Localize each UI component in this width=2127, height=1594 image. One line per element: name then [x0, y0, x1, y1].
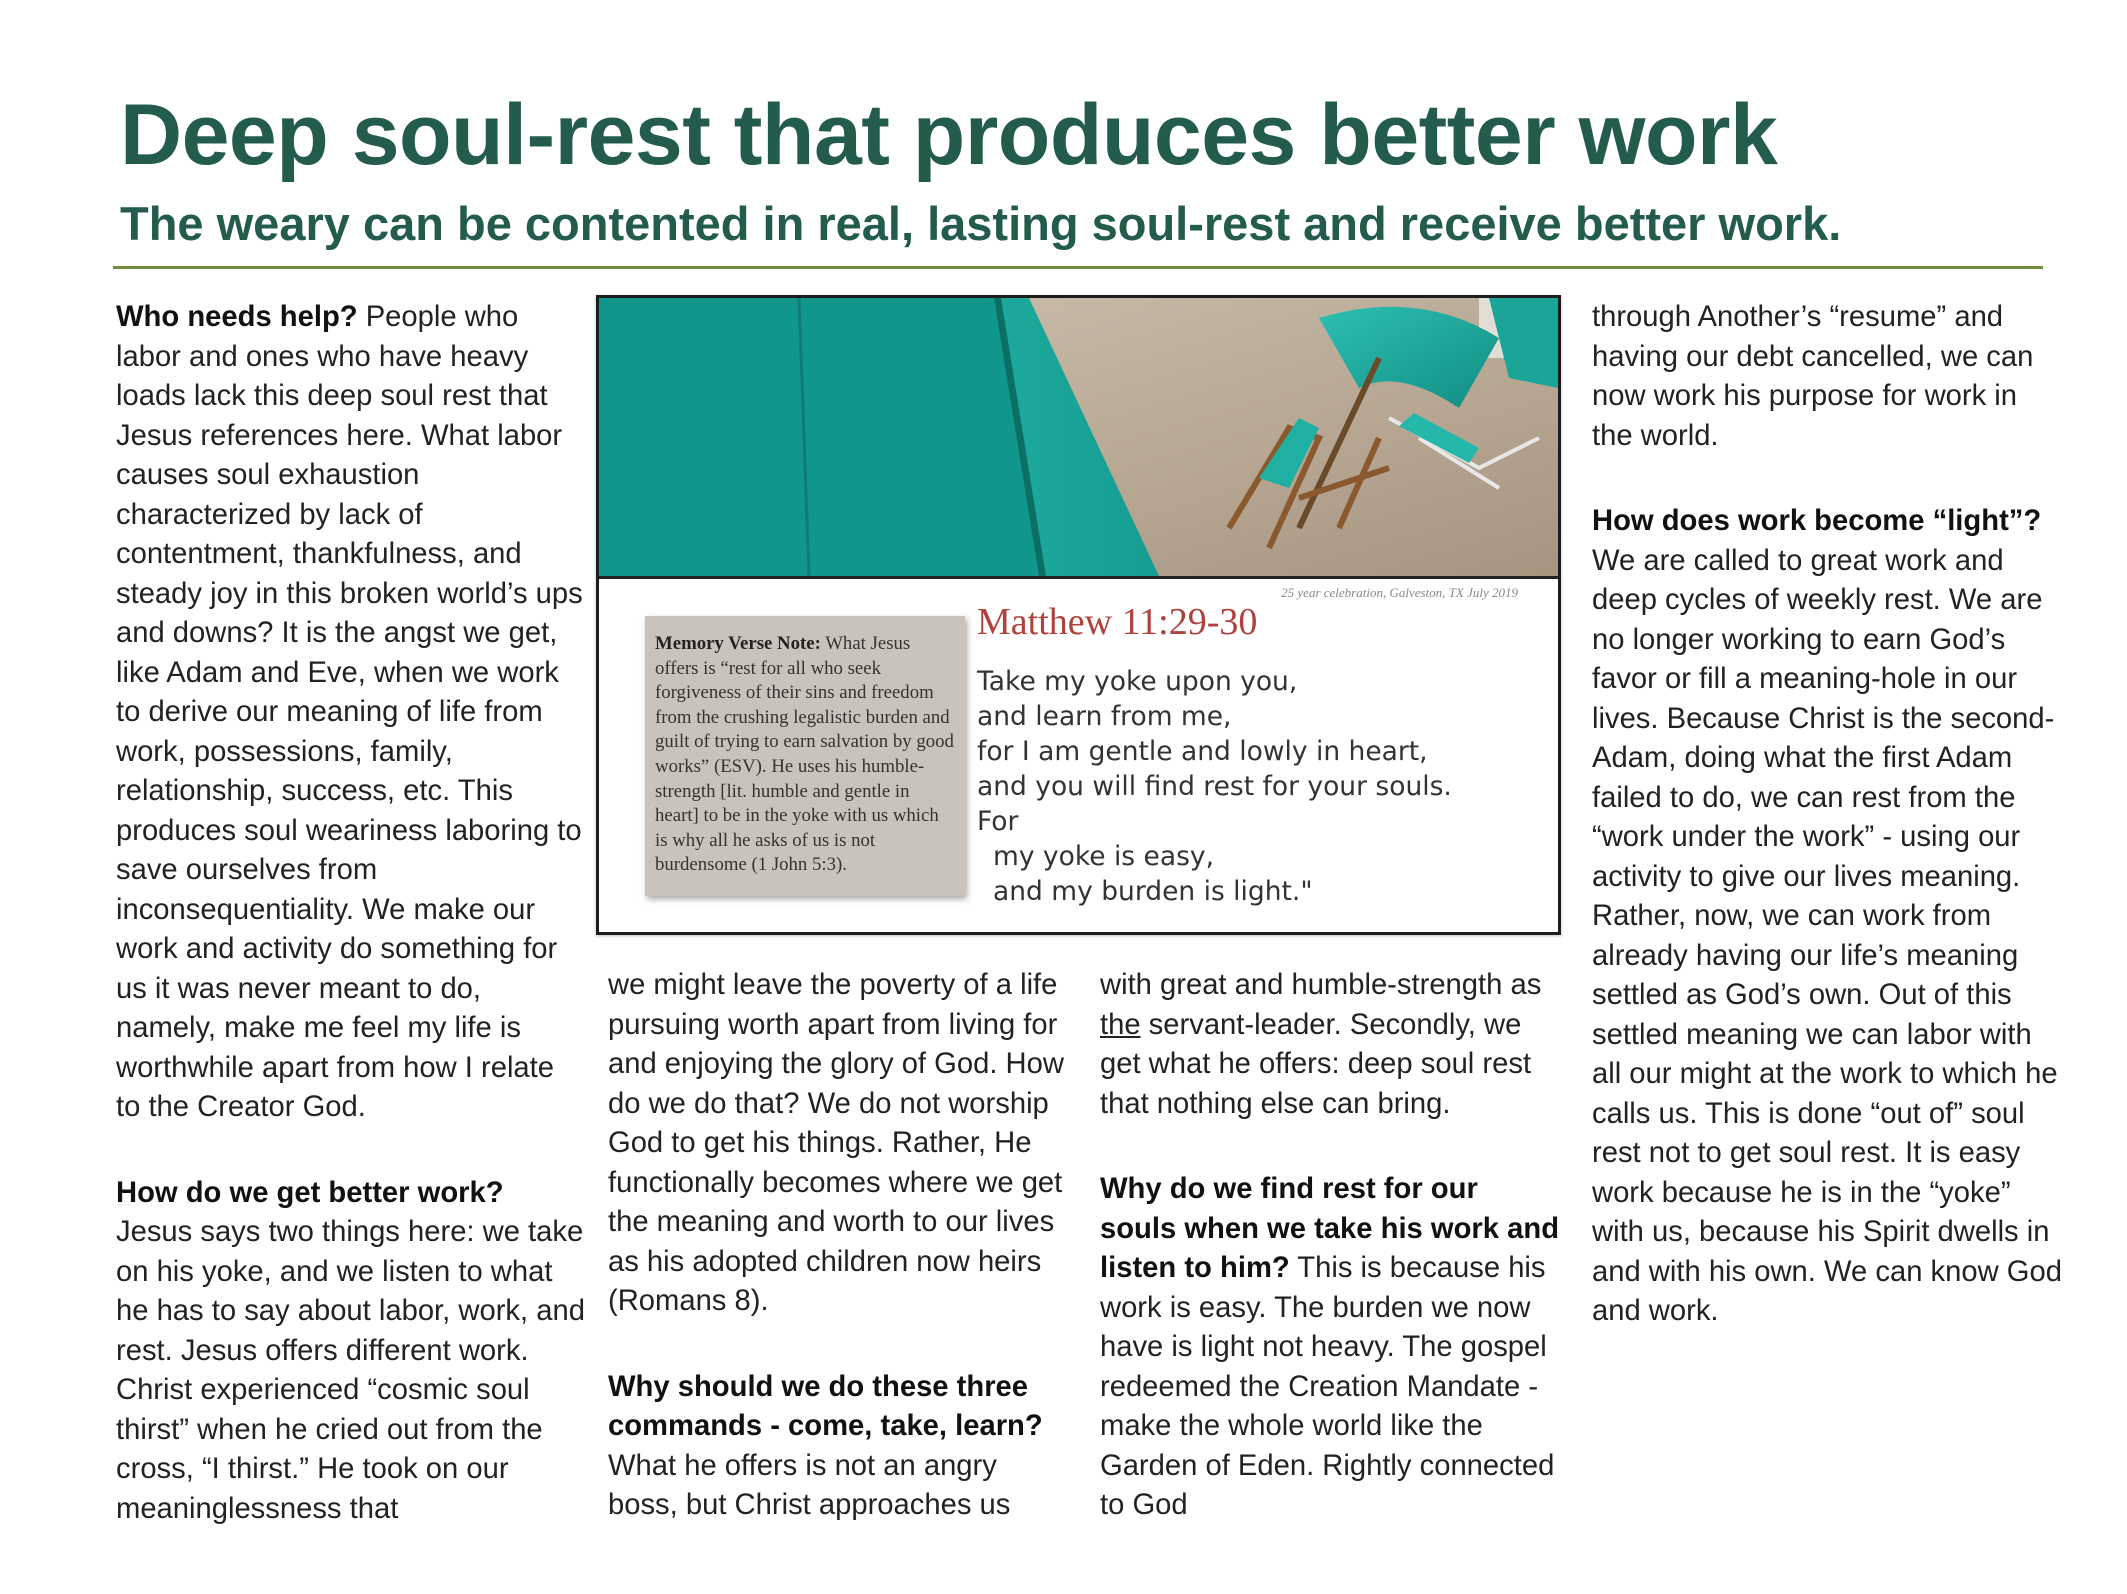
verse-line: Take my yoke upon you,: [977, 666, 1298, 697]
header-divider: [113, 266, 2043, 269]
section-better-work: [116, 1174, 586, 1530]
note-label: Memory Verse Note:: [655, 633, 821, 654]
memory-verse-note: [645, 616, 965, 896]
verse-line: my yoke is easy,: [993, 841, 1214, 872]
beach-umbrella-photo: [599, 298, 1558, 579]
section-body: [1100, 966, 1560, 1124]
section-heading: Why do we find rest for our souls when we take his work and listen to him?: [1100, 1173, 1560, 1284]
verse-text: [977, 664, 1537, 909]
page-title: Deep soul-rest that produces better work: [120, 87, 1778, 183]
body-text: with great and humble-strength as: [1100, 969, 1542, 1001]
photo-caption: 25 year celebration, Galveston, TX July 2019: [1281, 585, 1518, 600]
column-3: [1100, 966, 1560, 1526]
verse-card: [596, 295, 1561, 935]
note-body: What Jesus offers is “rest for all who seek forgiveness of their sins and freedom from the crushing legalistic burden and guilt of trying to earn salvation by good works” (ESV). He uses his humble-strength [lit. humble and gentle in heart] to be in the yoke with us which is why all he asks of us is not burdensome (1 John 5:3).: [655, 633, 954, 876]
section-body: we might leave the poverty of a life pursuing worth apart from living for and enjoying the glory of God. How do we do that? We do not worship God to get his things. Rather, He functionally becomes where we get the meaning and worth to our lives as his adopted children now heirs (Romans 8).: [608, 969, 1064, 1317]
column-2: [608, 966, 1068, 1526]
section-rest-for-souls: [1100, 1170, 1560, 1526]
verse-line: For: [977, 806, 1019, 837]
section-body: People who labor and ones who have heavy loads lack this deep soul rest that Jesus references here. What labor causes soul exhaustion characterized by lack of contentment, thankfulness, and steady joy in this broken world’s ups and downs? It is the angst we get, like Adam and Eve, when we work to derive our meaning of life from work, possessions, family, relationship, success, etc. This produces soul weariness laboring to save ourselves from inconsequentiality. We make our work and activity do something for us it was never meant to do, namely, make me feel my life is worthwhile apart from how I relate to the Creator God.: [116, 301, 583, 1123]
section-work-light: [1592, 502, 2062, 1332]
section-who-needs-help: [116, 298, 586, 1128]
section-body: What he offers is not an angry boss, but Christ approaches us: [608, 1449, 1011, 1521]
page-subtitle: The weary can be contented in real, lasting soul-rest and receive better work.: [120, 197, 1842, 250]
verse-line: and you will find rest for your souls.: [977, 771, 1452, 802]
body-text: servant-leader. Secondly, we get what he offers: deep soul rest that nothing else can bring.: [1100, 1008, 1532, 1120]
section-body: through Another’s “resume” and having our debt cancelled, we can now work his purpose for work in the world.: [1592, 301, 2034, 452]
section-heading: Who needs help?: [116, 301, 358, 333]
section-heading: How do we get better work?: [116, 1176, 504, 1209]
section-three-commands: [608, 1368, 1068, 1526]
verse-line: and my burden is light.": [993, 876, 1313, 907]
column-4: [1592, 298, 2062, 1332]
section-body: This is because his work is easy. The burden we now have is light not heavy. The gospel redeemed the Creation Mandate - make the whole world like the Garden of Eden. Rightly connected to God: [1100, 1252, 1555, 1521]
verse-line: for I am gentle and lowly in heart,: [977, 736, 1428, 767]
section-heading: How does work become “light”?: [1592, 505, 2042, 537]
column-1: [116, 298, 586, 1529]
verse-reference: Matthew 11:29-30: [977, 601, 1258, 643]
verse-line: and learn from me,: [977, 701, 1232, 732]
underlined-word: the: [1100, 1008, 1141, 1041]
section-body: We are called to great work and deep cycles of weekly rest. We are no longer working to earn God’s favor or fill a meaning-hole in our lives. Because Christ is the second-Adam, doing what the first Adam failed to do, we can rest from the “work under the work” - using our activity to give our lives meaning. Rather, now, we can work from already having our life’s meaning settled as God’s own. Out of this settled meaning we can labor with all our might at the work to which he calls us. This is done “out of” soul rest not to get soul rest. It is easy work because he is in the “yoke” with us, because his Spirit dwells in and with his own. We can know God and work.: [1592, 544, 2062, 1327]
section-heading: Why should we do these three commands - come, take, learn?: [608, 1370, 1043, 1442]
section-body: Jesus says two things here: we take on his yoke, and we listen to what he has to say about labor, work, and rest. Jesus offers different work. Christ experienced “cosmic soul thirst” when he cried out from the cross, “I thirst.” He took on our meaninglessness that: [116, 1216, 585, 1525]
